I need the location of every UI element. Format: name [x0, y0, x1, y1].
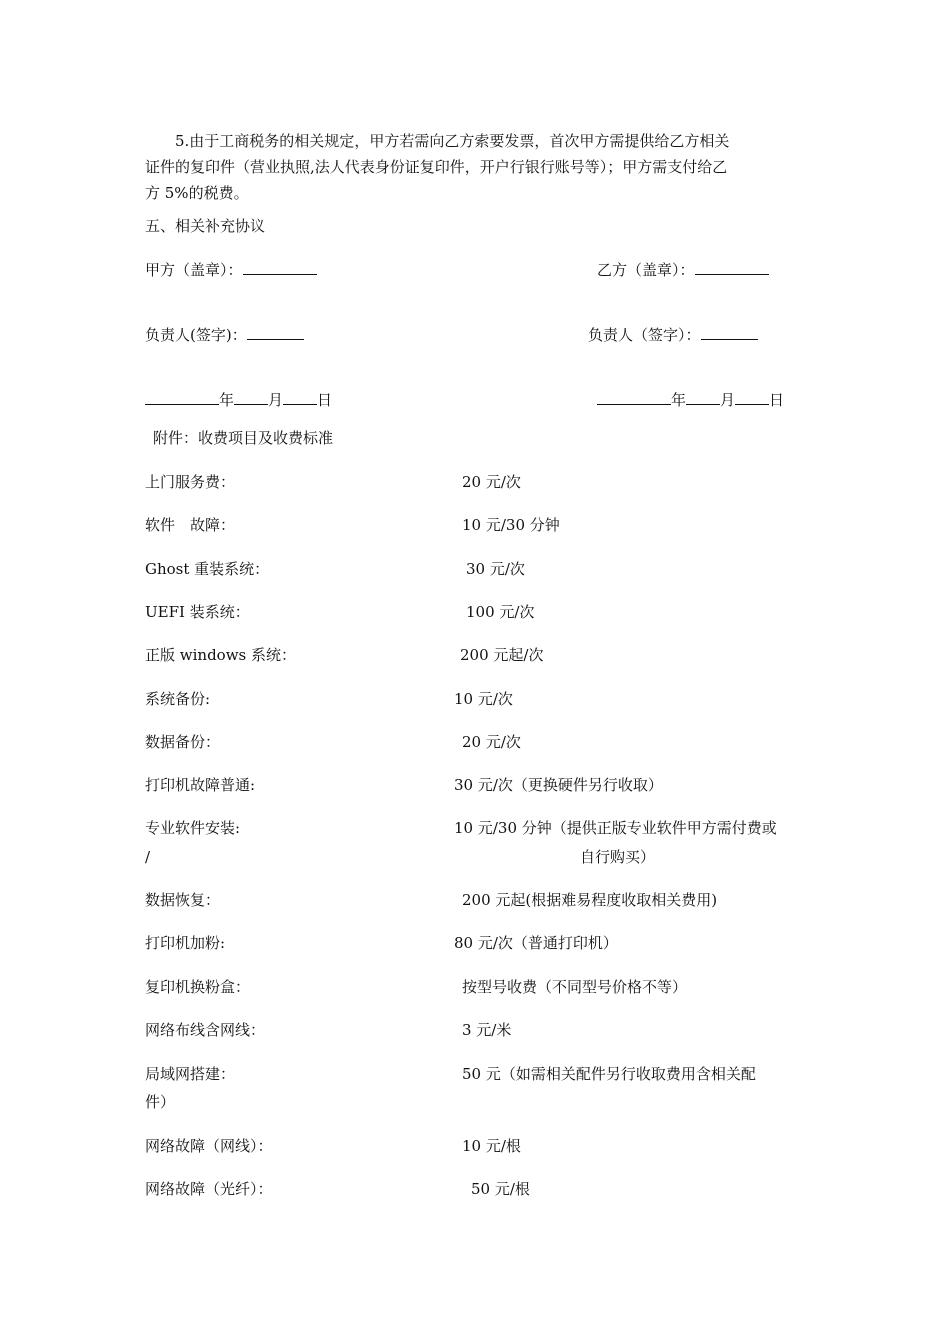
- fee-item: 网络故障（光纤）：: [145, 1180, 273, 1198]
- fee-price: 50 元/根: [471, 1180, 530, 1198]
- fee-price: 80 元/次（普通打印机）: [454, 934, 618, 952]
- party-a-month-blank: [234, 390, 268, 405]
- party-b-seal-label: 乙方（盖章）：: [597, 261, 695, 279]
- party-b-year-label: 年: [671, 391, 687, 409]
- fee-item: 软件 故障：: [145, 516, 236, 534]
- fee-price: 按型号收费（不同型号价格不等）: [462, 978, 688, 996]
- party-b-signature-blank: [701, 325, 758, 340]
- party-b-signature-label: 负责人（签字）：: [588, 326, 701, 344]
- fee-price: 10 元/30 分钟（提供正版专业软件甲方需付费或: [454, 819, 777, 837]
- party-b-day-label: 日: [769, 391, 785, 409]
- attachment-title: 附件：收费项目及收费标准: [153, 429, 334, 447]
- fee-item: 复印机换粉盒：: [145, 978, 251, 996]
- fee-price: 200 元起(根据难易程度收取相关费用): [462, 891, 718, 909]
- fee-item: 正版 windows 系统：: [145, 646, 297, 664]
- fee-price: 30 元/次（更换硬件另行收取）: [454, 776, 663, 794]
- fee-price: 3 元/米: [462, 1021, 512, 1039]
- party-b-day-blank: [735, 390, 769, 405]
- fee-price-continuation: 自行购买）: [580, 848, 656, 866]
- fee-item-continuation: /: [145, 848, 151, 866]
- party-a-seal-blank: [243, 260, 317, 275]
- party-a-signature-blank: [247, 325, 304, 340]
- fee-price: 20 元/次: [462, 473, 521, 491]
- fee-price: 10 元/30 分钟: [462, 516, 560, 534]
- fee-item: 网络故障（网线）：: [145, 1137, 273, 1155]
- party-b-signature-field: [588, 325, 758, 343]
- fee-price: 200 元起/次: [460, 646, 544, 664]
- fee-item: 打印机故障普通:: [145, 776, 256, 794]
- fee-item: 局域网搭建：: [145, 1065, 236, 1083]
- fee-item: 上门服务费：: [145, 473, 236, 491]
- party-a-day-label: 日: [317, 391, 333, 409]
- party-b-seal-field: [597, 260, 769, 278]
- clause-5-line-2: 证件的复印件（营业执照,法人代表身份证复印件，开户行银行账号等）；甲方需支付给乙: [145, 158, 728, 176]
- fee-price: 20 元/次: [462, 733, 521, 751]
- clause-5-line-3: 方 5%的税费。: [145, 184, 249, 202]
- clause-5-paragraph: [145, 128, 810, 206]
- party-a-seal-field: [145, 260, 317, 278]
- party-b-month-label: 月: [720, 391, 736, 409]
- fee-price: 100 元/次: [466, 603, 535, 621]
- fee-item-continuation: 件）: [145, 1093, 176, 1111]
- clause-5-line-1: 5.由于工商税务的相关规定，甲方若需向乙方索要发票，首次甲方需提供给乙方相关: [175, 132, 730, 150]
- party-b-date-field: [597, 390, 784, 408]
- fee-item: UEFI 装系统：: [145, 603, 250, 621]
- party-b-month-blank: [686, 390, 720, 405]
- fee-item: 数据备份：: [145, 733, 221, 751]
- party-a-year-blank: [145, 390, 219, 405]
- fee-item: 数据恢复：: [145, 891, 221, 909]
- party-a-date-field: [145, 390, 332, 408]
- party-a-seal-label: 甲方（盖章）：: [145, 261, 243, 279]
- fee-item: 系统备份:: [145, 690, 211, 708]
- fee-price: 30 元/次: [466, 560, 525, 578]
- fee-price: 10 元/根: [462, 1137, 521, 1155]
- fee-item: 网络布线含网线：: [145, 1021, 266, 1039]
- party-a-day-blank: [283, 390, 317, 405]
- fee-item: Ghost 重装系统：: [145, 560, 270, 578]
- fee-item: 专业软件安装:: [145, 819, 241, 837]
- fee-price: 10 元/次: [454, 690, 513, 708]
- party-b-year-blank: [597, 390, 671, 405]
- section-5-title: 五、相关补充协议: [145, 217, 266, 235]
- party-b-seal-blank: [695, 260, 769, 275]
- fee-price: 50 元（如需相关配件另行收取费用含相关配: [462, 1065, 756, 1083]
- party-a-signature-label: 负责人(签字)：: [145, 326, 247, 344]
- party-a-month-label: 月: [268, 391, 284, 409]
- fee-item: 打印机加粉:: [145, 934, 226, 952]
- party-a-signature-field: [145, 325, 304, 343]
- party-a-year-label: 年: [219, 391, 235, 409]
